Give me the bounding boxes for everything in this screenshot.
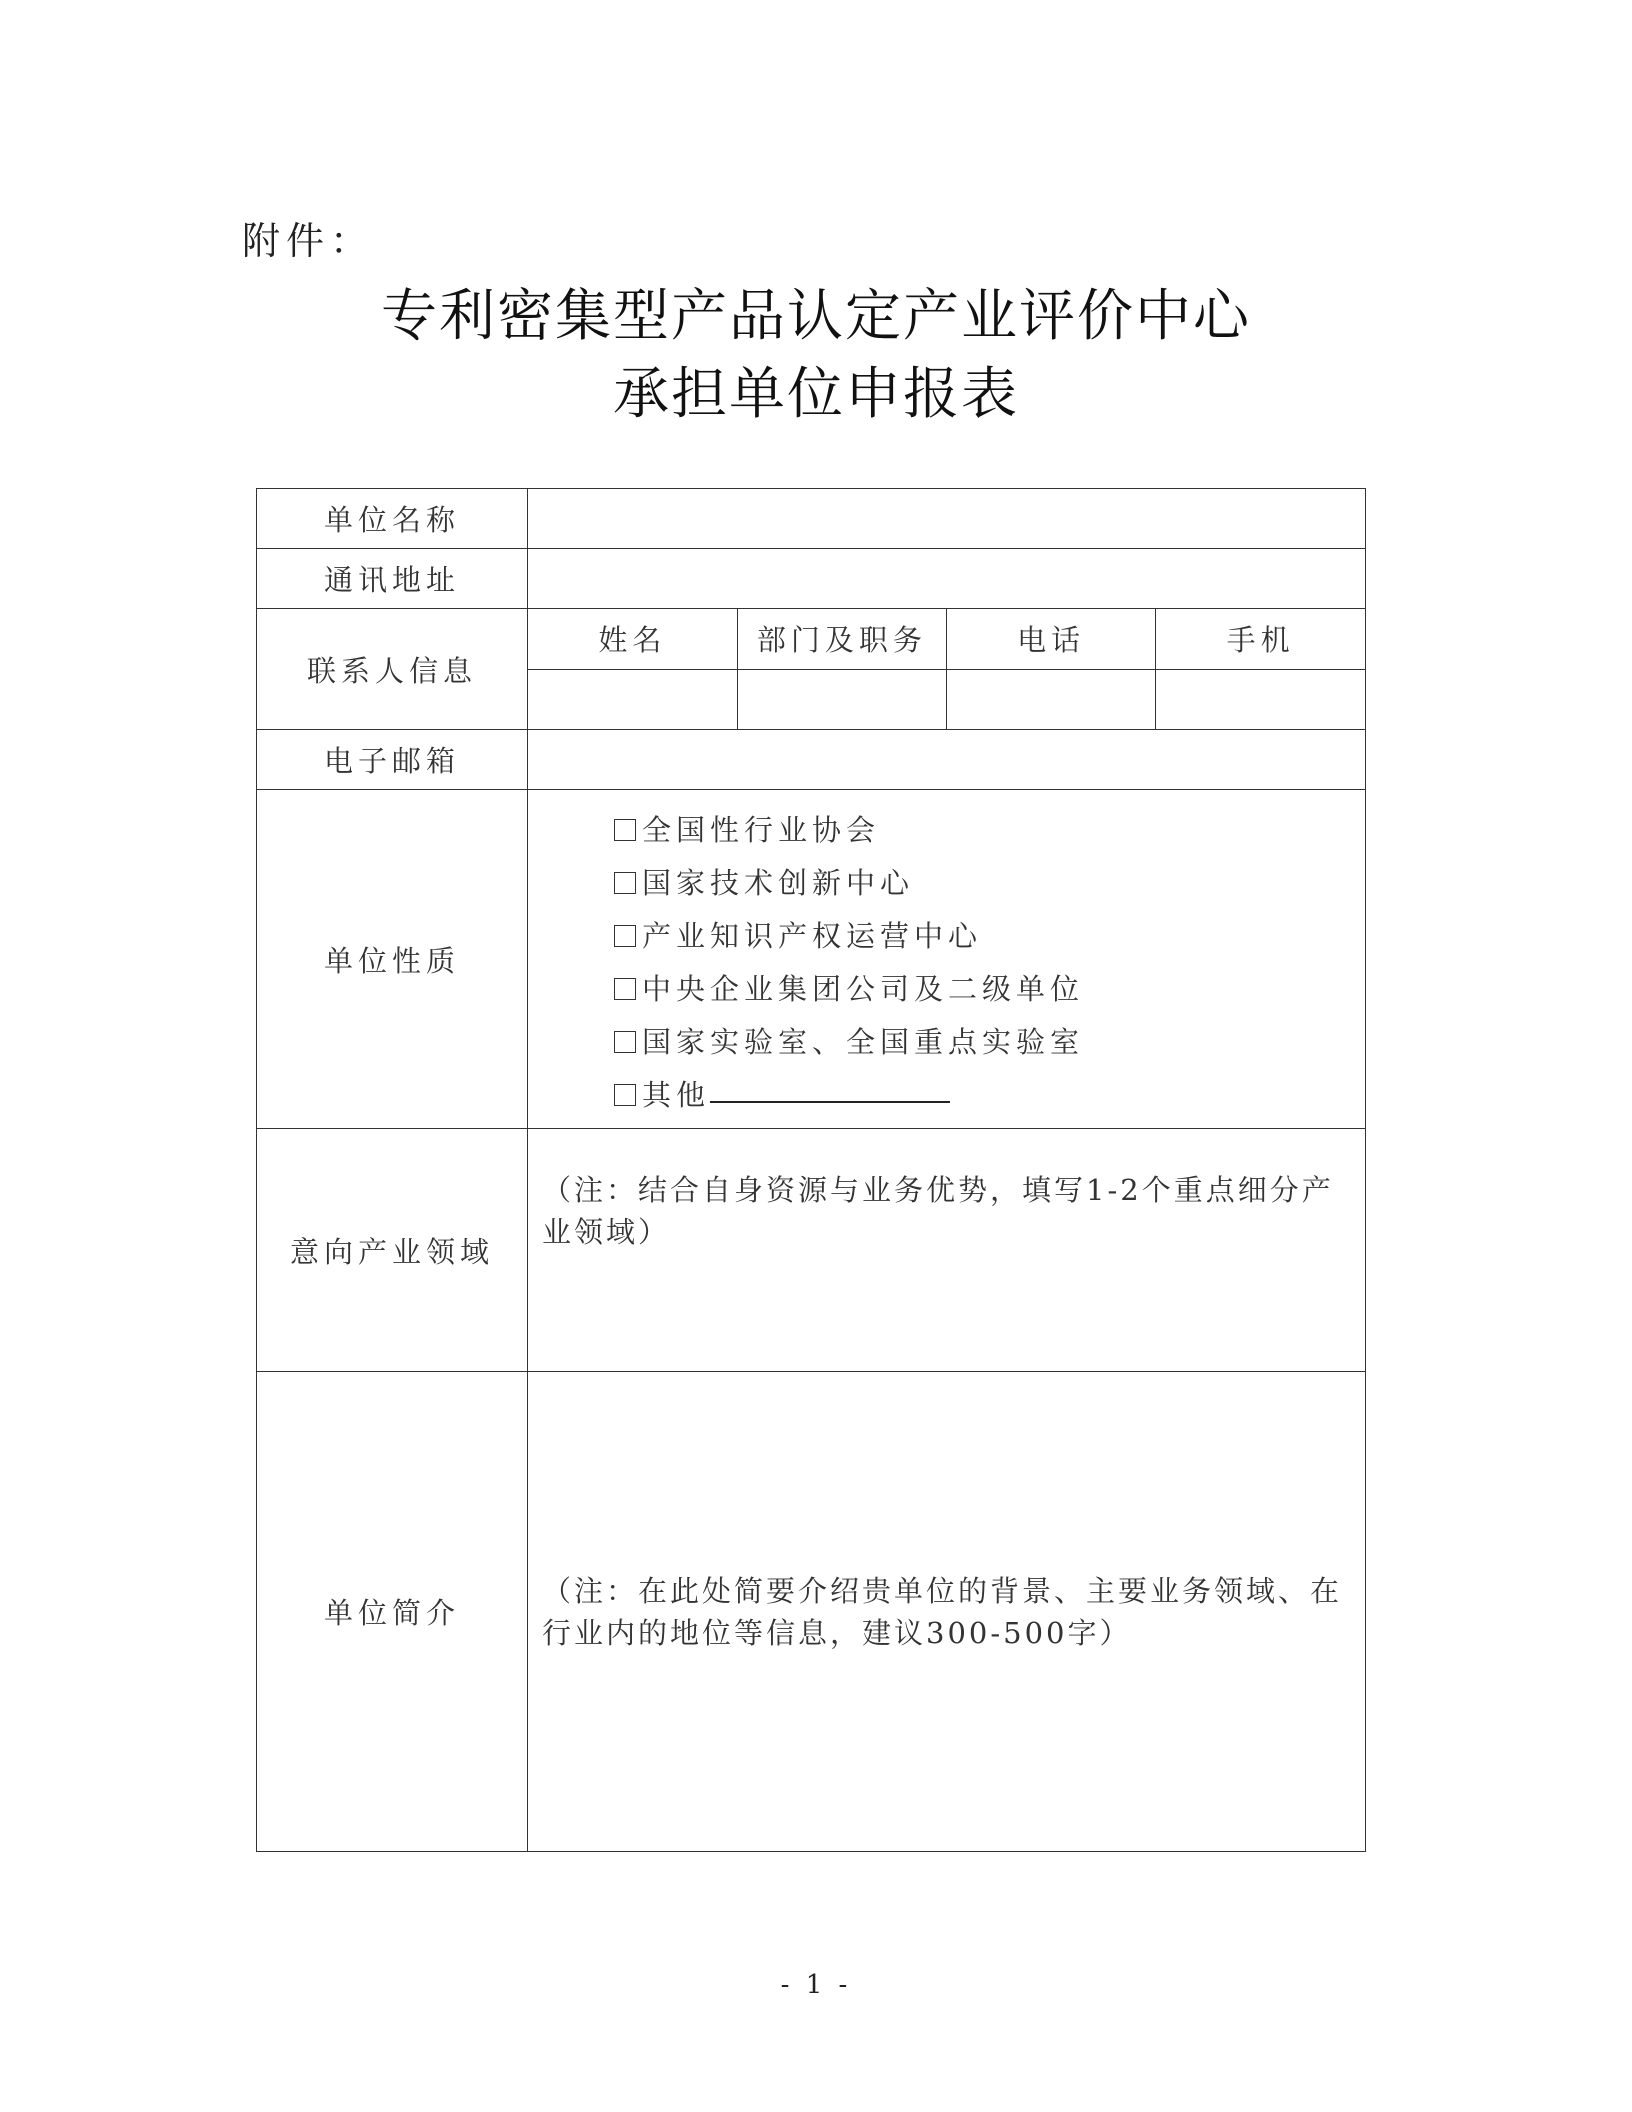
nature-option[interactable]	[614, 804, 1365, 857]
industry-field-label: 意向产业领域	[257, 1129, 528, 1372]
unit-nature-options	[528, 790, 1366, 1129]
address-label: 通讯地址	[257, 549, 528, 609]
contact-info-label: 联系人信息	[257, 609, 528, 730]
contact-col-name: 姓名	[528, 609, 737, 669]
application-form-table	[256, 488, 1366, 1852]
nature-option[interactable]	[614, 1016, 1365, 1069]
industry-field-input[interactable]	[528, 1129, 1366, 1372]
contact-col-mobile: 手机	[1156, 609, 1365, 669]
nature-option-label: 国家技术创新中心	[642, 866, 915, 900]
other-blank-field[interactable]	[710, 1069, 950, 1103]
contact-mobile-field[interactable]	[1156, 669, 1365, 729]
contact-col-phone: 电话	[947, 609, 1156, 669]
checkbox-icon[interactable]	[614, 819, 636, 841]
email-label: 电子邮箱	[257, 730, 528, 790]
form-title-line-2: 承担单位申报表	[613, 362, 1019, 427]
nature-option-label: 国家实验室、全国重点实验室	[642, 1025, 1085, 1059]
nature-option-label: 中央企业集团公司及二级单位	[642, 972, 1085, 1006]
contact-name-field[interactable]	[528, 669, 737, 729]
nature-option-label: 产业知识产权运营中心	[642, 919, 983, 953]
contact-department-field[interactable]	[737, 669, 946, 729]
contact-info-cell	[528, 609, 1366, 730]
page-number: - 1 -	[780, 1970, 852, 2000]
unit-intro-input[interactable]	[528, 1372, 1366, 1852]
nature-option[interactable]	[614, 963, 1365, 1016]
attachment-label: 附件：	[242, 219, 375, 263]
nature-option[interactable]	[614, 910, 1365, 963]
contact-col-department: 部门及职务	[737, 609, 946, 669]
unit-name-field[interactable]	[528, 489, 1366, 549]
checkbox-icon[interactable]	[614, 1084, 636, 1106]
address-field[interactable]	[528, 549, 1366, 609]
checkbox-icon[interactable]	[614, 1031, 636, 1053]
contact-subtable	[528, 609, 1365, 729]
form-title-line-1: 专利密集型产品认定产业评价中心	[381, 284, 1251, 349]
contact-phone-field[interactable]	[947, 669, 1156, 729]
checkbox-icon[interactable]	[614, 978, 636, 1000]
unit-nature-label: 单位性质	[257, 790, 528, 1129]
nature-option[interactable]	[614, 1069, 1365, 1122]
intro-note: （注：在此处简要介绍贵单位的背景、主要业务领域、在行业内的地位等信息，建议300-500字）	[542, 1573, 1343, 1650]
nature-option-label: 全国性行业协会	[642, 813, 881, 847]
nature-option[interactable]	[614, 857, 1365, 910]
unit-intro-label: 单位简介	[257, 1372, 528, 1852]
unit-name-label: 单位名称	[257, 489, 528, 549]
checkbox-icon[interactable]	[614, 925, 636, 947]
industry-note: （注：结合自身资源与业务优势，填写1-2个重点细分产业领域）	[542, 1173, 1334, 1249]
nature-option-label: 其他	[642, 1078, 711, 1112]
checkbox-icon[interactable]	[614, 872, 636, 894]
email-field[interactable]	[528, 730, 1366, 790]
